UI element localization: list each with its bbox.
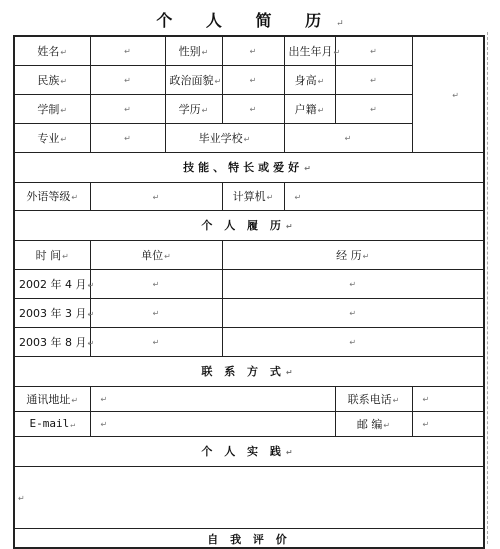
- value-household[interactable]: ↵: [335, 94, 412, 123]
- label-schooling-length: 学制↵: [14, 94, 90, 123]
- value-height[interactable]: ↵: [335, 65, 412, 94]
- row-history-columns: [14, 240, 484, 269]
- value-graduate-school[interactable]: ↵: [284, 123, 412, 152]
- label-major: 专业↵: [14, 123, 90, 152]
- label-ethnicity: 民族↵: [14, 65, 90, 94]
- value-politics[interactable]: ↵: [222, 65, 284, 94]
- label-computer: 计算机↵: [222, 182, 284, 210]
- label-name: 姓名↵: [14, 36, 90, 65]
- history-row: [14, 269, 484, 298]
- value-name[interactable]: ↵: [90, 36, 165, 65]
- section-bottom: 自 我 评 价: [14, 528, 484, 548]
- col-time: 时 间↵: [14, 240, 90, 269]
- section-history: 个 人 履 历↵: [14, 210, 484, 240]
- value-ethnicity[interactable]: ↵: [90, 65, 165, 94]
- value-phone[interactable]: ↵: [412, 386, 484, 411]
- row-skills-header: [14, 152, 484, 182]
- row-contact-2: [14, 411, 484, 436]
- value-foreign-language[interactable]: ↵: [90, 182, 222, 210]
- history-unit[interactable]: ↵: [90, 327, 222, 356]
- label-address: 通讯地址↵: [14, 386, 90, 411]
- section-practice: 个 人 实 践↵: [14, 436, 484, 466]
- label-education: 学历↵: [165, 94, 222, 123]
- value-gender[interactable]: ↵: [222, 36, 284, 65]
- label-foreign-language: 外语等级↵: [14, 182, 90, 210]
- value-postcode[interactable]: ↵: [412, 411, 484, 436]
- title-text: 个 人 简 历: [156, 11, 336, 30]
- col-unit: 单位↵: [90, 240, 222, 269]
- row-contact-1: [14, 386, 484, 411]
- history-experience[interactable]: ↵: [222, 298, 484, 327]
- row-practice-content: [14, 466, 484, 528]
- value-education[interactable]: ↵: [222, 94, 284, 123]
- history-row: [14, 298, 484, 327]
- label-graduate-school: 毕业学校↵: [165, 123, 284, 152]
- label-politics: 政治面貌↵: [165, 65, 222, 94]
- history-time: 2002 年 4 月↵: [14, 269, 90, 298]
- label-gender: 性别↵: [165, 36, 222, 65]
- label-email: E-mail↵: [14, 411, 90, 436]
- history-experience[interactable]: ↵: [222, 327, 484, 356]
- col-experience: 经 历↵: [222, 240, 484, 269]
- value-major[interactable]: ↵: [90, 123, 165, 152]
- value-schooling-length[interactable]: ↵: [90, 94, 165, 123]
- label-birth: 出生年月↵: [284, 36, 335, 65]
- paragraph-mark-icon: ↵: [336, 19, 344, 29]
- photo-area[interactable]: ↵: [412, 36, 484, 152]
- label-postcode: 邮 编↵: [335, 411, 412, 436]
- row-skills: [14, 182, 484, 210]
- value-birth[interactable]: ↵: [335, 36, 412, 65]
- value-computer[interactable]: ↵: [284, 182, 484, 210]
- resume-table: [13, 35, 485, 549]
- row-basic-1: [14, 36, 484, 65]
- history-unit[interactable]: ↵: [90, 298, 222, 327]
- value-email[interactable]: ↵: [90, 411, 335, 436]
- right-margin-guide: [487, 32, 488, 544]
- history-time: 2003 年 8 月↵: [14, 327, 90, 356]
- label-height: 身高↵: [284, 65, 335, 94]
- value-address[interactable]: ↵: [90, 386, 335, 411]
- row-practice-header: [14, 436, 484, 466]
- row-contact-header: [14, 356, 484, 386]
- history-time: 2003 年 3 月↵: [14, 298, 90, 327]
- label-household: 户籍↵: [284, 94, 335, 123]
- row-history-header: [14, 210, 484, 240]
- history-unit[interactable]: ↵: [90, 269, 222, 298]
- history-experience[interactable]: ↵: [222, 269, 484, 298]
- history-row: [14, 327, 484, 356]
- label-phone: 联系电话↵: [335, 386, 412, 411]
- row-bottom-header: [14, 528, 484, 548]
- practice-content[interactable]: ↵: [14, 466, 484, 528]
- resume-title: [0, 8, 500, 31]
- section-contact: 联 系 方 式↵: [14, 356, 484, 386]
- section-skills: 技能、特长或爱好↵: [14, 152, 484, 182]
